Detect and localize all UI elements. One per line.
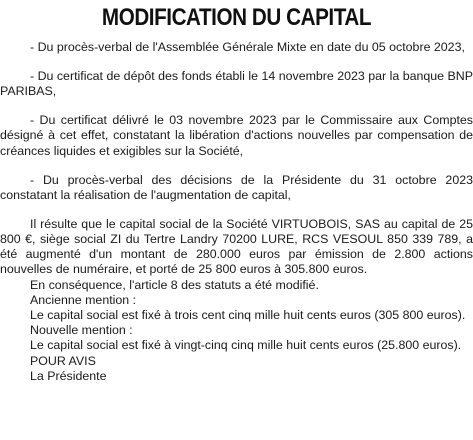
closing-pour-avis: POUR AVIS bbox=[30, 353, 96, 368]
notice-body bbox=[0, 40, 473, 384]
paragraph-capital-result: Il résulte que le capital social de la Société VIRTUOBOIS, SAS au capital de 25 800 €, siège social ZI du Tertre Landry 70200 LURE, RCS VESOUL 850 339 789, a été augmenté d'un montant de 280.000 euros par émission de 2.800 actions nouvelles de numéraire, et porté de 25 800 euros à 305.800 euros. bbox=[0, 216, 473, 277]
old-mention-heading: Ancienne mention : bbox=[30, 292, 137, 307]
closing-signatory: La Présidente bbox=[30, 368, 107, 383]
old-mention-text: Le capital social est fixé à trois cent cinq mille huit cents euros (305 800 euros). bbox=[30, 308, 466, 323]
paragraph-president-decisions: - Du procès-verbal des décisions de la Présidente du 31 octobre 2023 constatant la réalisation de l'augmentation de capital, bbox=[0, 172, 473, 202]
paragraph-general-assembly: - Du procès-verbal de l'Assemblée Générale Mixte en date du 05 octobre 2023, bbox=[30, 40, 465, 54]
paragraph-statutes-modified: En conséquence, l'article 8 des statuts a été modifié. bbox=[30, 277, 319, 292]
paragraph-deposit-certificate: - Du certificat de dépôt des fonds établi le 14 novembre 2023 par la banque BNP PARIBAS, bbox=[0, 69, 473, 99]
paragraph-auditor-certificate: - Du certificat délivré le 03 novembre 2023 par le Commissaire aux Comptes désigné à cet effet, constatant la libération d'actions nouvelles par compensation de créances liquides et exigibles sur la Société, bbox=[0, 113, 473, 158]
new-mention-text: Le capital social est fixé à vingt-cinq cinq mille huit cents euros (25.800 euros). bbox=[30, 338, 462, 353]
new-mention-heading: Nouvelle mention : bbox=[30, 323, 133, 338]
notice-title: MODIFICATION DU CAPITAL bbox=[101, 4, 372, 31]
